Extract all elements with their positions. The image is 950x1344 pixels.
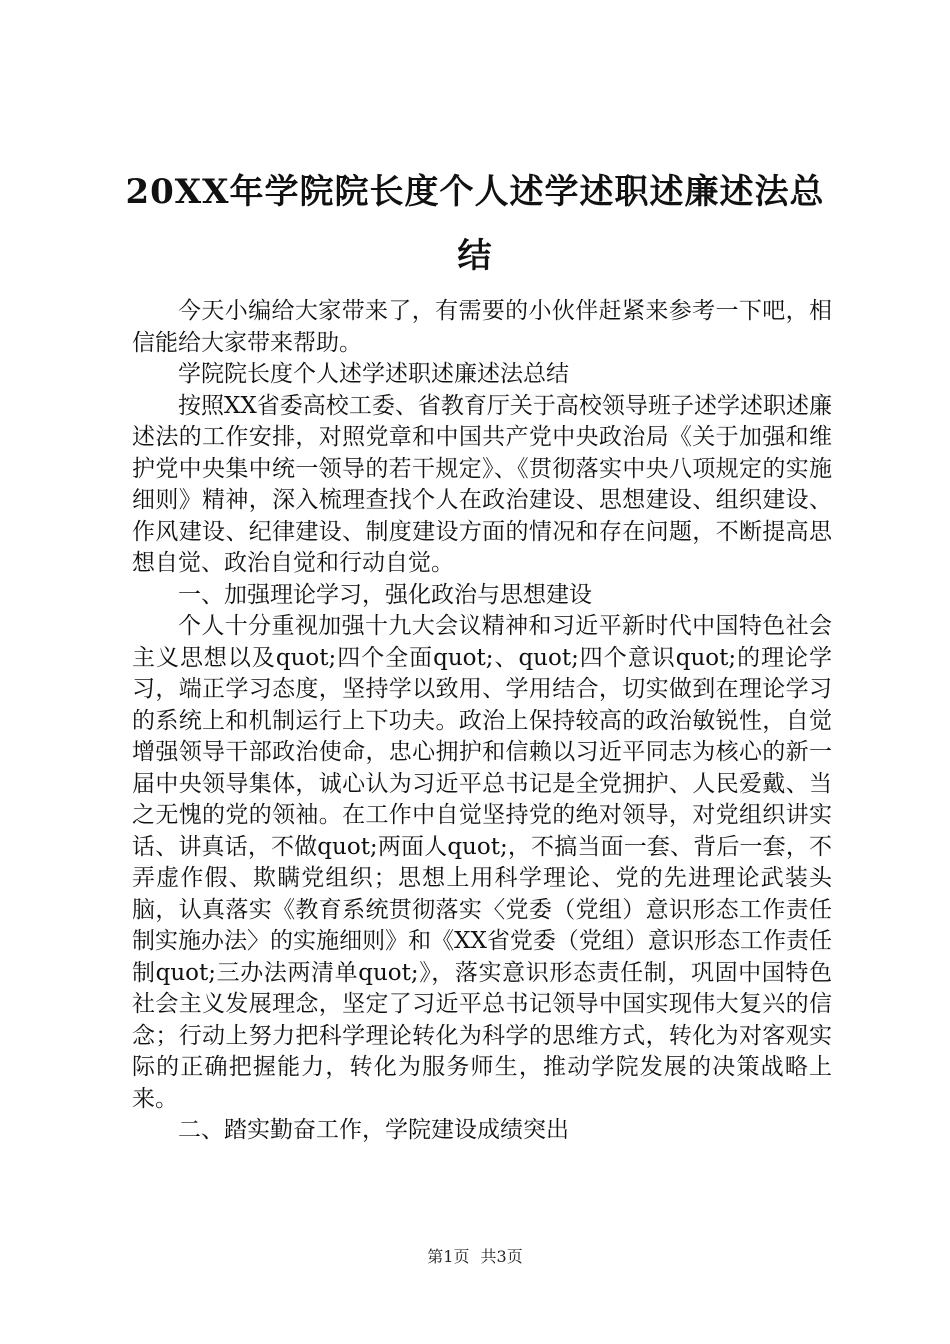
document-body <box>132 296 832 1147</box>
subtitle-paragraph: 学院院长度个人述学述职述廉述法总结 <box>178 361 569 387</box>
intro-paragraph: 今天小编给大家带来了，有需要的小伙伴赶紧来参考一下吧，相信能给大家带来帮助。 <box>132 298 832 356</box>
section-heading-2: 二、踏实勤奋工作，学院建设成绩突出 <box>178 1117 569 1143</box>
page-number: 第1页 <box>427 1247 470 1266</box>
preface-paragraph: 按照XX省委高校工委、省教育厅关于高校领导班子述学述职述廉述法的工作安排，对照党章和中国共产党中央政治局《关于加强和维护党中央集中统一领导的若干规定》、《贯彻落实中央八项规定的实施细则》精神，深入梳理查找个人在政治建设、思想建设、组织建设、作风建设、纪律建设、制度建设方面的情况和存在问题，不断提高思想自觉、政治自觉和行动自觉。 <box>132 392 832 576</box>
document-title: 20XX年学院院长度个人述学述职述廉述法总结 <box>125 172 825 276</box>
page-total: 共3页 <box>480 1247 523 1266</box>
page-footer <box>0 1244 950 1267</box>
section-heading-1: 一、加强理论学习，强化政治与思想建设 <box>178 581 592 608</box>
section-1-paragraph: 个人十分重视加强十九大会议精神和习近平新时代中国特色社会主义思想以及quot;四个全面quot;、quot;四个意识quot;的理论学习，端正学习态度，坚持学以致用、学用结合，切实做到在理论学习的系统上和机制运行上下功夫。政治上保持较高的政治敏锐性，自觉增强领导干部政治使命，忠心拥护和信赖以习近平同志为核心的新一届中央领导集体，诚心认为习近平总书记是全党拥护、人民爱戴、当之无愧的党的领袖。在工作中自觉坚持党的绝对领导，对党组织讲实话、讲真话，不做quot;两面人quot;，不搞当面一套、背后一套，不弄虚作假、欺瞒党组织；思想上用科学理论、党的先进理论武装头脑，认真落实《教育系统贯彻落实〈党委（党组）意识形态工作责任制实施办法〉的实施细则》和《XX省党委（党组）意识形态工作责任制quot;三办法两清单quot;》，落实意识形态责任制，巩固中国特色社会主义发展理念，坚定了习近平总书记领导中国实现伟大复兴的信念；行动上努力把科学理论转化为科学的思维方式，转化为对客观实际的正确把握能力，转化为服务师生，推动学院发展的决策战略上来。 <box>132 613 832 1112</box>
